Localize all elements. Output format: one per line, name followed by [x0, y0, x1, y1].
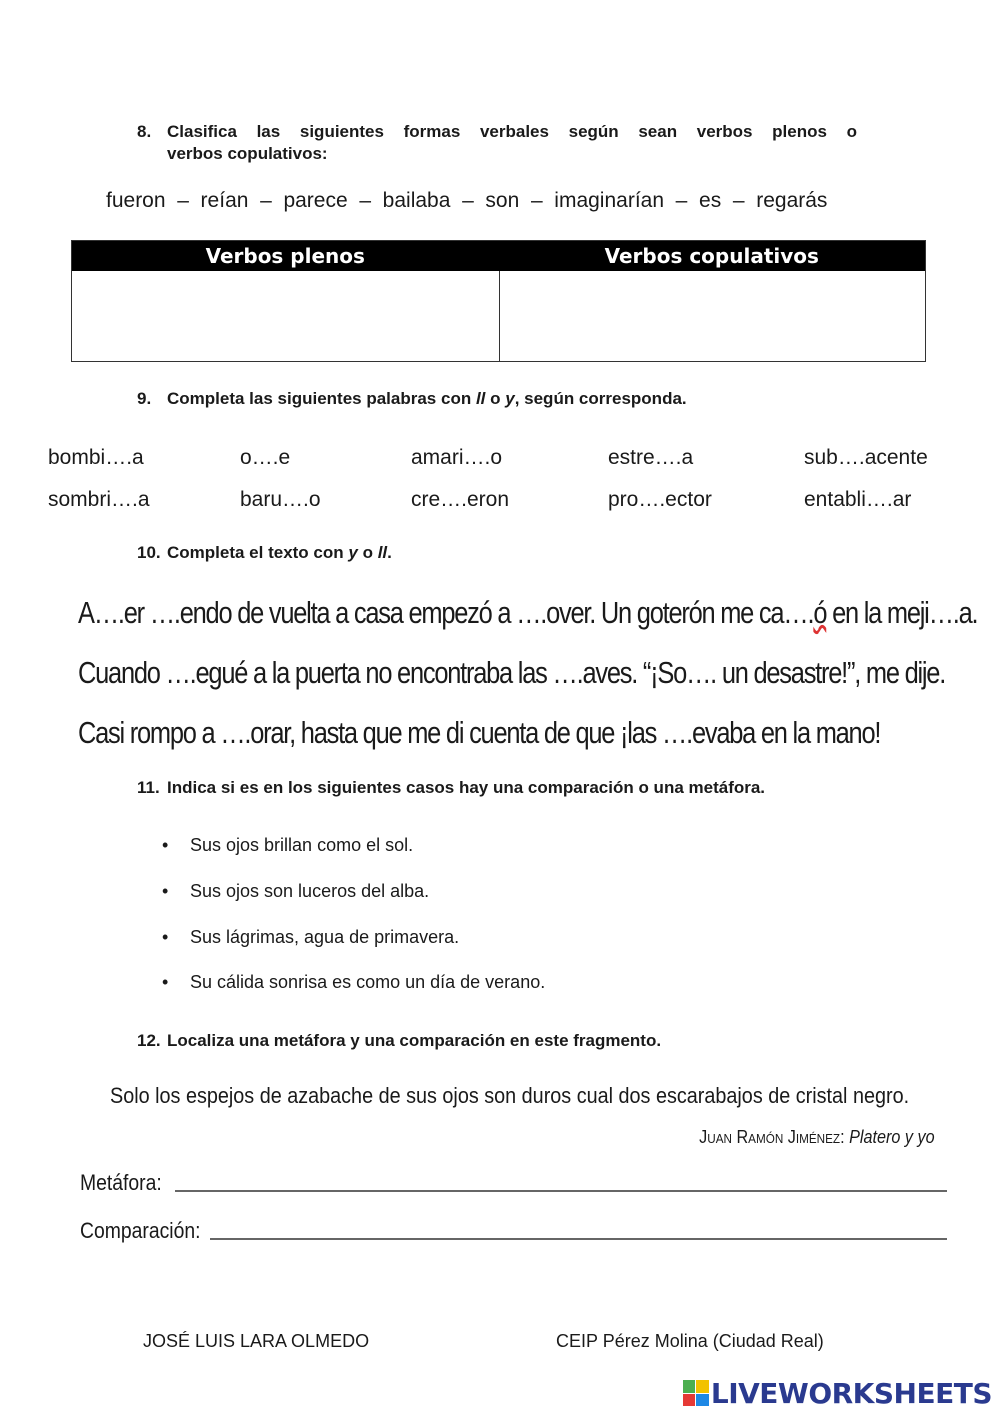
q8-verb-list: fueron – reían – parece – bailaba – son – imaginarían – es – regarás — [106, 189, 828, 212]
q9-heading — [137, 388, 687, 410]
list-item[interactable]: • Sus ojos son luceros del alba. — [190, 881, 429, 902]
q10-line1-part-a: A….er ….endo de vuelta a casa empezó a ….over. Un goterón me ca…. — [78, 595, 814, 630]
q10-text-line-1[interactable] — [78, 595, 977, 631]
q9-o: o — [485, 389, 506, 408]
word-item[interactable]: estre….a — [608, 446, 694, 469]
q9-y: y — [505, 389, 515, 408]
word-item[interactable]: o….e — [240, 446, 291, 469]
footer-school: CEIP Pérez Molina (Ciudad Real) — [556, 1331, 824, 1351]
footer-author: JOSÉ LUIS LARA OLMEDO — [143, 1331, 370, 1351]
word-item[interactable]: cre….eron — [411, 488, 510, 511]
q12-text: Localiza una metáfora y una comparación en este fragmento. — [167, 1031, 662, 1050]
q10-y: y — [348, 543, 358, 562]
liveworksheets-logo-icon — [683, 1380, 709, 1406]
comparacion-label: Comparación: — [80, 1218, 201, 1243]
word-item[interactable]: amari….o — [411, 446, 503, 469]
word-item[interactable]: entabli….ar — [804, 488, 912, 511]
q9-ll: ll — [475, 389, 486, 408]
q11-heading — [137, 777, 765, 799]
list-item[interactable]: • Sus ojos brillan como el sol. — [190, 835, 413, 856]
comparacion-answer-line[interactable] — [210, 1238, 947, 1240]
q8-number: 8. — [137, 122, 152, 141]
q10-text-end: . — [387, 543, 392, 562]
q10-line1-spellcheck-mark: ó — [813, 595, 827, 630]
verbos-plenos-answer-cell[interactable] — [72, 271, 499, 361]
q11-text: Indica si es en los siguientes casos hay una comparación o una metáfora. — [167, 778, 766, 797]
metafora-answer-line[interactable] — [175, 1190, 947, 1192]
q9-number: 9. — [137, 389, 152, 408]
word-item[interactable]: sombri….a — [48, 488, 150, 511]
q12-number: 12. — [137, 1031, 161, 1050]
verbos-copulativos-answer-cell[interactable] — [500, 271, 925, 361]
attribution-separator: : — [840, 1127, 850, 1147]
q12-attribution — [700, 1127, 935, 1148]
liveworksheets-logo-text: LIVEWORKSHEETS — [710, 1376, 992, 1410]
q8-heading — [137, 121, 857, 165]
word-item[interactable]: pro….ector — [608, 488, 712, 511]
q10-o: o — [357, 543, 378, 562]
q10-text-line-2[interactable]: Cuando ….egué a la puerta no encontraba las ….aves. “¡So…. un desastre!”, me dije. — [78, 655, 946, 690]
q10-ll: ll — [377, 543, 388, 562]
metafora-label: Metáfora: — [80, 1170, 162, 1195]
q12-fragment: Solo los espejos de azabache de sus ojos son duros cual dos escarabajos de cristal negro. — [110, 1083, 910, 1108]
q10-number: 10. — [137, 543, 161, 562]
q10-heading — [137, 542, 392, 564]
q8-instruction-line2: verbos copulativos: — [167, 144, 328, 163]
word-item[interactable]: baru….o — [240, 488, 321, 511]
list-item[interactable]: • Su cálida sonrisa es como un día de verano. — [190, 972, 545, 993]
verbs-classification-table — [71, 240, 926, 362]
list-item[interactable]: • Sus lágrimas, agua de primavera. — [190, 927, 459, 948]
attribution-author: Juan Ramón Jiménez — [699, 1127, 841, 1147]
q12-heading — [137, 1030, 661, 1052]
q10-line1-part-b: en la meji….a. — [826, 595, 978, 630]
q11-number: 11. — [137, 778, 160, 797]
attribution-work: Platero y yo — [849, 1127, 935, 1147]
header-verbos-plenos: Verbos plenos — [205, 244, 365, 268]
q8-instruction-line1: Clasifica las siguientes formas verbales según sean verbos plenos o — [167, 122, 857, 141]
q10-text-line-3[interactable]: Casi rompo a ….orar, hasta que me di cuenta de que ¡las ….evaba en la mano! — [78, 715, 881, 750]
q9-text-end: , según corresponda. — [514, 389, 687, 408]
header-verbos-copulativos: Verbos copulativos — [604, 244, 819, 268]
word-item[interactable]: sub….acente — [804, 446, 928, 469]
word-item[interactable]: bombi….a — [48, 446, 144, 469]
table-header — [72, 241, 925, 271]
q10-text: Completa el texto con — [167, 543, 349, 562]
q9-text: Completa las siguientes palabras con — [167, 389, 476, 408]
liveworksheets-logo[interactable] — [683, 1378, 992, 1408]
